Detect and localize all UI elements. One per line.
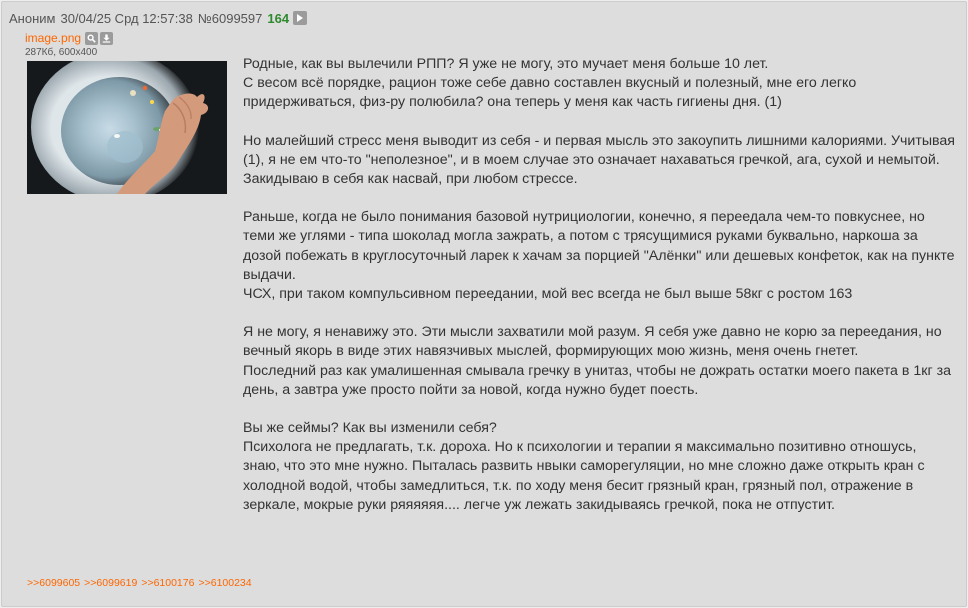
post-body (243, 55, 955, 515)
post-header (9, 9, 312, 27)
paragraph-gap (243, 189, 955, 208)
post-text-line: Раньше, когда не было понимания базовой нутрициологии, конечно, я переедала чем-то повкуснее, но теми же углями - типа шоколад могла зажрать, а потом с трясущимися руками буквально, наркоша за дозой побежать в круглосуточный ларек к хачам за порцией "Алёнки" или дешевых конфеток, как на пункте выдачи. (243, 209, 955, 283)
post-date: 30/04/25 Срд 12:57:38 (60, 10, 193, 26)
paragraph-gap (243, 400, 955, 419)
replies-list (27, 577, 256, 589)
post-number[interactable]: №6099597 (197, 10, 263, 26)
search-icon[interactable] (85, 32, 98, 45)
post-text-line: Последний раз как умалишенная смывала гречку в унитаз, чтобы не дожрать остатки моего пакета в 1кг за день, а завтра уже просто пойти за новой, когда нужно будет поесть. (243, 362, 951, 398)
paragraph-gap (243, 304, 955, 323)
reply-link[interactable]: >>6099605 (27, 577, 81, 589)
paragraph-gap (243, 113, 955, 132)
reply-link[interactable]: >>6099619 (84, 577, 138, 589)
author-name: Аноним (9, 10, 56, 26)
post-text-line: Но малейший стресс меня выводит из себя - и первая мысль это закоупить лишними калориями. Учитывая (1), я не ем что-то "неполезное", и в моем случае это означает нахаваться гречкой, ага, сухой и немытой. Закидываю в себя как насвай, при любом стрессе. (243, 132, 955, 188)
post-text-line: Вы же сеймы? Как вы изменили себя? (243, 420, 497, 437)
post-text-line: Родные, как вы вылечили РПП? Я уже не могу, это мучает меня больше 10 лет. (243, 56, 769, 72)
reply-link[interactable]: >>6100176 (141, 577, 195, 589)
post-image-thumbnail[interactable] (27, 61, 227, 194)
post-count: 164 (267, 10, 290, 26)
download-icon[interactable] (100, 32, 113, 45)
file-meta: 287Кб, 600x400 (25, 47, 98, 58)
post-text-line: ЧСХ, при таком компульсивном переедании, мой вес всегда не был выше 58кг с ростом 163 (243, 286, 853, 303)
post (1, 1, 967, 607)
file-name-link[interactable]: image.png (25, 31, 82, 45)
post-text-line: С весом всё порядке, рацион тоже себе давно составлен вкусный и полезный, мне его легко придерживаться, физ-ру полюбила? она теперь у меня как часть гигиены дня. (1) (243, 75, 857, 111)
play-icon[interactable] (293, 11, 307, 25)
reply-link[interactable]: >>6100234 (198, 577, 252, 589)
post-text-line: Психолога не предлагать, т.к. дороха. Но к психологии и терапии я максимально позитивно отношусь, знаю, что это мне нужно. Пыталась развить нвыки саморегуляции, но мне сложно даже открыть кран с холодной водой, чтобы замедлиться, т.к. по ходу меня бесит грязный кран, грязный пол, отражение в зеркале, мокрые руки ряяяяяя.... легче уж лежать закидываясь гречкой, пока не отпустит. (243, 439, 925, 513)
post-text-line: Я не могу, я ненавижу это. Эти мысли захватили мой разум. Я себя уже давно не корю за переедания, но вечный якорь в виде этих навязчивых мыслей, формирующих мою жизнь, меня очень гнетет. (243, 324, 942, 360)
file-info (25, 30, 115, 59)
